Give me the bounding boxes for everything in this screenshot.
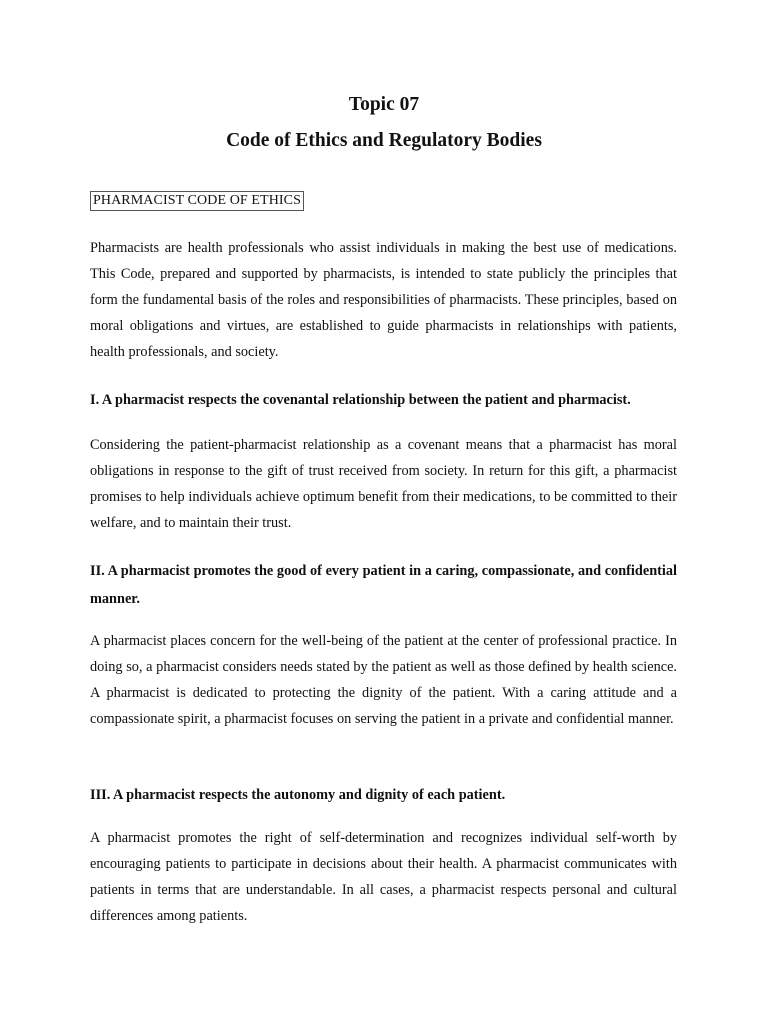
principle-2-body: A pharmacist places concern for the well-being of the patient at the center of professional practice. In doing so, a pharmacist considers needs stated by the patient as well as those defined by health science. A pharmacist is dedicated to protecting the dignity of the patient. With a caring attitude and a compassionate spirit, a pharmacist focuses on serving the patient in a private and confidential manner. xyxy=(90,633,677,727)
intro-paragraph: Pharmacists are health professionals who assist individuals in making the best use of medications. This Code, prepared and supported by pharmacists, is intended to state publicly the principles that form the fundamental basis of the roles and responsibilities of pharmacists. These principles, based on moral obligations and virtues, are established to guide pharmacists in relationships with patients, health professionals, and society. xyxy=(90,240,677,360)
principle-1-heading: I. A pharmacist respects the covenantal relationship between the patient and pharmacist. xyxy=(90,392,631,408)
principle-3-heading: III. A pharmacist respects the autonomy and dignity of each patient. xyxy=(90,787,506,803)
principle-2-heading: II. A pharmacist promotes the good of every patient in a caring, compassionate, and confidential manner. xyxy=(90,563,677,607)
principle-3-body: A pharmacist promotes the right of self-determination and recognizes individual self-worth by encouraging patients to participate in decisions about their health. A pharmacist communicates with patients in terms that are understandable. In all cases, a pharmacist respects personal and cultural differences among patients. xyxy=(90,830,677,924)
section-label: PHARMACIST CODE OF ETHICS xyxy=(90,191,304,211)
document-title: Code of Ethics and Regulatory Bodies xyxy=(226,130,542,151)
topic-number: Topic 07 xyxy=(348,94,420,115)
principle-1-body: Considering the patient-pharmacist relationship as a covenant means that a pharmacist has moral obligations in response to the gift of trust received from society. In return for this gift, a pharmacist promises to help individuals achieve optimum benefit from their medications, to be committed to their welfare, and to maintain their trust. xyxy=(90,437,677,531)
